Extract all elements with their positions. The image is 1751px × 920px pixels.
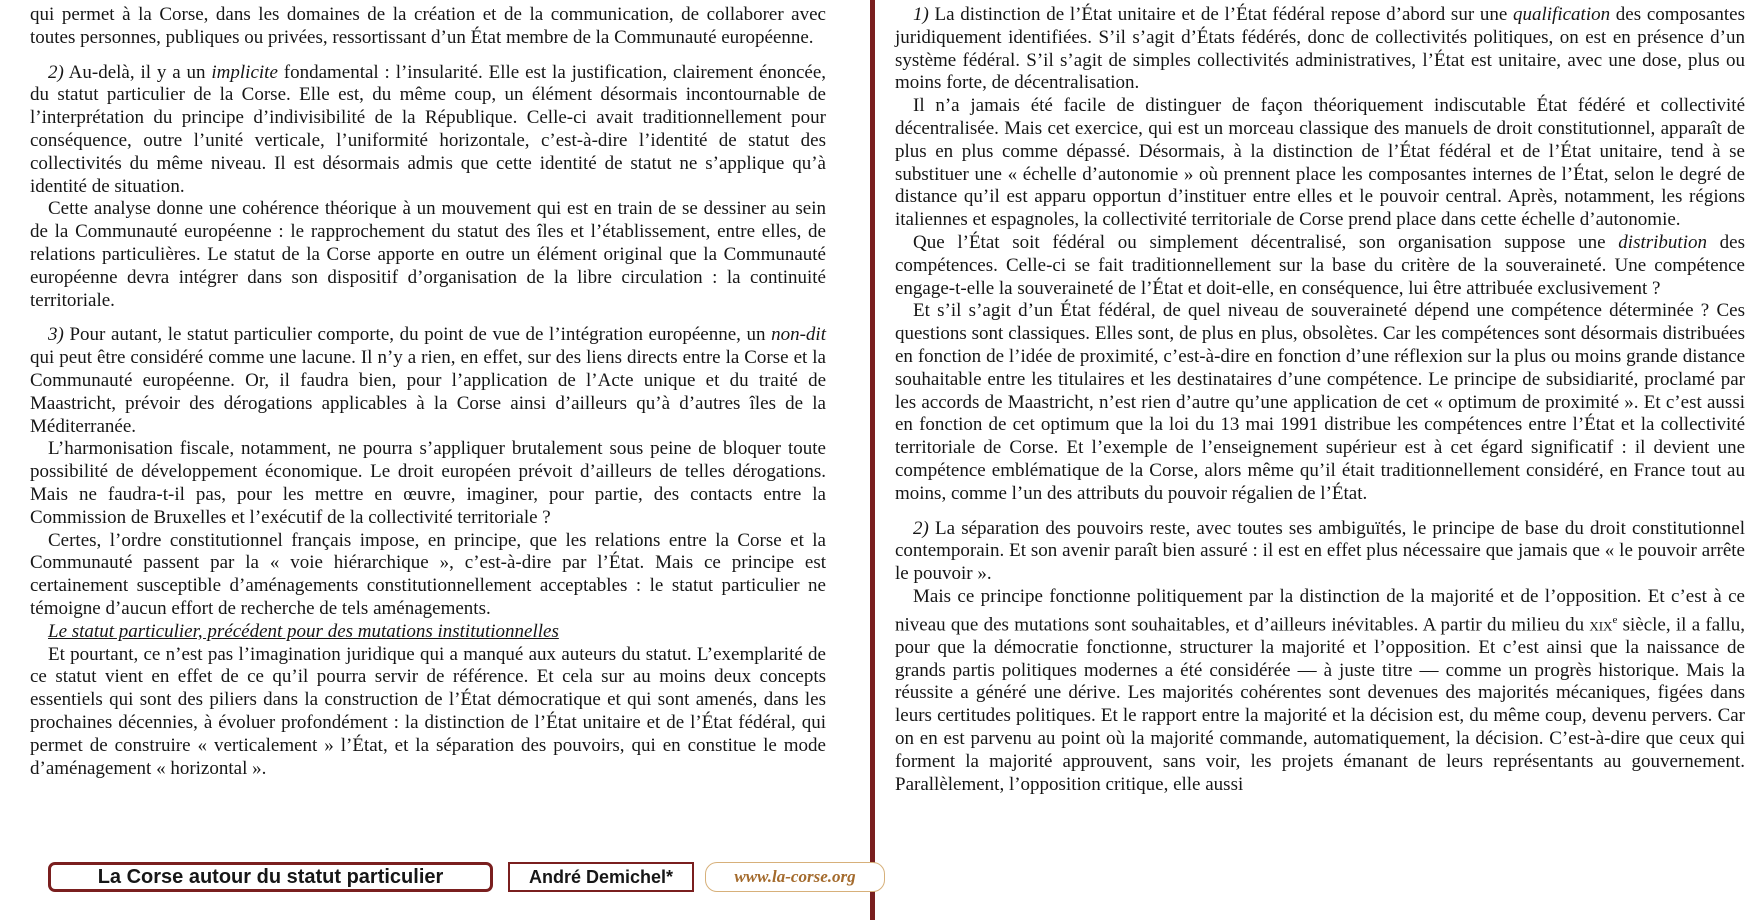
item-number: 1) xyxy=(913,4,929,25)
text-span: La distinction de l’État unitaire et de l’État fédéral repose d’abord sur une xyxy=(928,4,1513,25)
paragraph: Il n’a jamais été facile de distinguer de façon théoriquement indiscutable État fédéré et collectivité décentralisée. Mais cet exercice, qui est un morceau classique des manuels de droit constitutionnel, apparaît de plus en plus comme dépassé. Désormais, à la distinction de l’État fédéral et de l’État unitaire, tend à se substituer une « échelle d’autonomie » où prennent place les composantes internes de l’État, selon le degré de distance qu’il est apparu opportun d’instituer entre elles et le pouvoir central. Après, notamment, les régions italiennes et espagnoles, la collectivité territoriale de Corse prend place dans cette échelle d’autonomie. xyxy=(895,95,1745,231)
text-span: des compétences. Celle-ci se fait traditionnellement sur la base du critère de la souveraineté. Une compétence engage-t-elle la souveraineté de l’État et doit-elle, en conséquence, lui être attribuée exclusivement ? xyxy=(895,231,1745,299)
left-column xyxy=(30,4,826,780)
website-link[interactable]: www.la-corse.org xyxy=(705,862,885,892)
paragraph xyxy=(895,4,1745,95)
right-column xyxy=(895,4,1745,796)
paragraph xyxy=(30,62,826,199)
paragraph: Cette analyse donne une cohérence théorique à un mouvement qui est en train de se dessiner au sein de la Communauté européenne : le rapprochement du statut des îles et l’établissement, entre elles, de relations particulières. Le statut de la Corse apporte en outre un élément original que la Communauté européenne devra intégrer dans son dispositif d’organisation de la libre circulation : la continuité territoriale. xyxy=(30,198,826,311)
section-heading: Le statut particulier, précédent pour des mutations institutionnelles xyxy=(48,620,559,642)
text-span: siècle, il a fallu, pour que la démocratie fonctionne, structurer la majorité et l’opposition. Et c’est ainsi que la naissance de grands partis politiques modernes a été considérée — à juste titre — comme un progrès historique. Mais la réussite a généré une dérive. Les majorités cohérentes sont devenues des majorités mécaniques, figées dans leurs certitudes politiques. Et le rapport entre la majorité et la décision est, du même coup, devenu pervers. Car on en est parvenu au point où la majorité commande, automatiquement, la décision. C’est-à-dire que ceux qui forment la majorité approuvent, sans voir, les projets émanant de leurs représentants au gouvernement. Parallèlement, l’opposition critique, elle aussi xyxy=(895,614,1745,795)
emphasis: distribution xyxy=(1618,231,1707,253)
paragraph xyxy=(30,324,826,438)
paragraph: Et s’il s’agit d’un État fédéral, de quel niveau de souveraineté dépend une compétence déterminée ? Ces questions sont classiques. Elles sont, de plus en plus, obsolètes. Car les compétences sont désormais distribuées en fonction de l’idée de proximité, c’est-à-dire en fonction d’une réflexion sur la plus ou moins grande distance souhaitable entre les titulaires et les destinataires d’une compétence. Le principe de subsidiarité, proclamé par les accords de Maastricht, n’est rien d’autre qu’une application de cet « optimum de proximité ». Et c’est aussi en fonction de cet optimum que la loi du 13 mai 1991 distribue les compétences entre l’État et la collectivité territoriale de Corse. Et l’exemple de l’enseignement supérieur est à cet égard significatif : il devient une compétence emblématique de la Corse, alors même qu’il était traditionnellement considéré, en France tout au moins, comme l’un des attributs du pouvoir régalien de l’État. xyxy=(895,300,1745,504)
emphasis: non-dit xyxy=(771,324,826,346)
column-divider xyxy=(870,0,875,920)
item-number: 3) xyxy=(48,324,64,346)
text-span: qui peut être considéré comme une lacune. Il n’y a rien, en effet, sur des liens directs entre la Corse et la Communauté européenne. Or, il faudra bien, pour l’application de l’Acte unique et du traité de Maastricht, prévoir des dérogations applicables à la Corse ainsi d’ailleurs qu’à d’autres îles de la Méditerranée. xyxy=(30,347,826,437)
paragraph xyxy=(895,232,1745,300)
text-span: fondamental : l’insularité. Elle est la justification, clairement énoncée, du statut particulier de la Corse. Elle est, du même coup, un élément désormais incontournable de l’interprétation du principe d’indivisibilité de la République. Celle-ci avait traditionnellement pour conséquence, outre l’unité verticale, l’uniformité horizontale, c’est-à-dire l’identité de statut des collectivités du même niveau. Il est désormais admis que cette identité de statut ne s’applique qu’à identité de situation. xyxy=(30,61,827,197)
emphasis: implicite xyxy=(211,61,278,83)
text-span: Que l’État soit fédéral ou simplement décentralisé, son organisation suppose une xyxy=(913,231,1619,253)
item-number: 2) xyxy=(913,517,929,539)
text-span: La séparation des pouvoirs reste, avec toutes ses ambiguïtés, le principe de base du droit constitutionnel contemporain. Et son avenir paraît bien assuré : il est en effet plus nécessaire que jamais que « le pouvoir arrête le pouvoir ». xyxy=(895,517,1745,585)
superscript: e xyxy=(1612,613,1618,626)
text-span: Mais ce principe fonctionne politiquement par la distinction de la majorité et de l’opposition. Et c’est à ce niveau que des mutations sont souhaitables, et d’ailleurs inévitables. A partir du milieu du xyxy=(895,585,1745,636)
paragraph: Certes, l’ordre constitutionnel français impose, en principe, que les relations entre la Corse et la Communauté passent par la « voie hiérarchique », c’est-à-dire par l’État. Mais ce principe est certainement susceptible d’aménagements constitutionnellement acceptables : le statut particulier ne témoigne d’aucun effort de recherche de tels aménagements. xyxy=(30,529,826,619)
item-number: 2) xyxy=(48,61,64,83)
text-span: Au-delà, il y a un xyxy=(63,61,212,83)
text-span: Pour autant, le statut particulier comporte, du point de vue de l’intégration européenne, un xyxy=(63,324,772,346)
paragraph: Et pourtant, ce n’est pas l’imagination juridique qui a manqué aux auteurs du statut. L’exemplarité de ce statut vient en effet de ce qu’il pourra servir de référence. Et cela sur au moins deux concepts essentiels qui sont des piliers dans la construction de l’État démocratique et qui sont amenés, dans les prochaines décennies, à évoluer profondément : la distinction de l’État unitaire et de l’État fédéral, qui permet de construire « verticalement » l’État, et la séparation des pouvoirs, qui en constitue le mode d’aménagement « horizontal ». xyxy=(30,643,826,779)
paragraph xyxy=(895,518,1745,586)
author-name: André Demichel* xyxy=(508,862,694,892)
emphasis: qualification xyxy=(1513,4,1611,25)
century-numeral: xix xyxy=(1589,614,1613,636)
article-title: La Corse autour du statut particulier xyxy=(48,862,493,892)
paragraph xyxy=(895,586,1745,797)
paragraph: L’harmonisation fiscale, notamment, ne pourra s’appliquer brutalement sous peine de bloquer toute possibilité de développement économique. Le droit européen prévoit d’ailleurs de telles dérogations. Mais ne faudra-t-il pas, pour les mettre en œuvre, imaginer, pour partie, des contacts entre la Commission de Bruxelles et l’exécutif de la collectivité territoriale ? xyxy=(30,438,826,528)
paragraph: qui permet à la Corse, dans les domaines de la création et de la communication, de collaborer avec toutes personnes, publiques ou privées, ressortissant d’un État membre de la Communauté européenne. xyxy=(30,4,826,48)
text-span: des composantes juridiquement identifiées. S’il s’agit d’États fédérés, donc de collectivités politiques, on est en présence d’un système fédéral. S’il s’agit de simples collectivités administratives, l’État est unitaire, avec une dose, plus ou moins forte, de décentralisation. xyxy=(895,4,1745,94)
